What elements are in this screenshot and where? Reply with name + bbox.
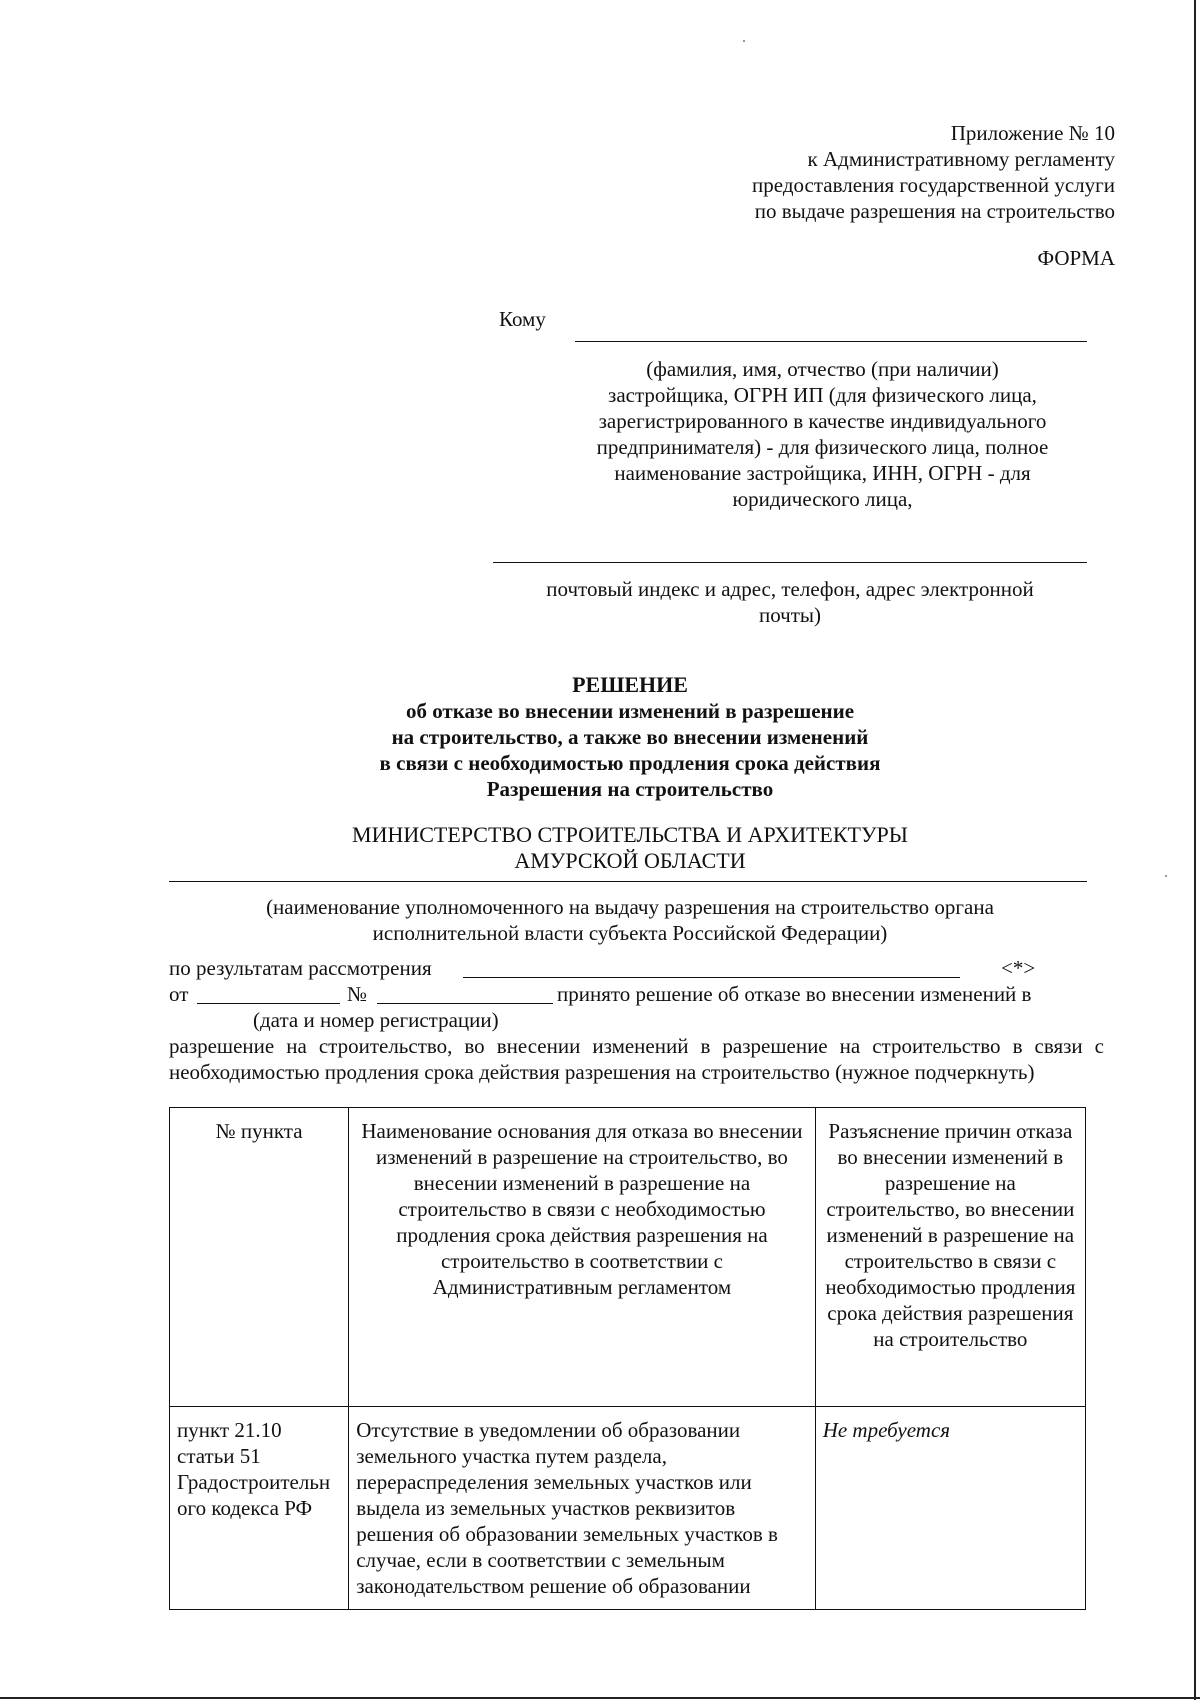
decision-title: РЕШЕНИЕ xyxy=(572,672,688,697)
hint-line: почты) xyxy=(758,603,822,627)
decision-line: об отказе во внесении изменений в разрешение xyxy=(405,699,855,723)
cell-item: пункт 21.10 статьи 51 Градостроительн ого кодекса РФ xyxy=(170,1407,349,1610)
authority-name-line: МИНИСТЕРСТВО СТРОИТЕЛЬСТВА И АРХИТЕКТУРЫ xyxy=(352,822,908,847)
footnote-marker: <*> xyxy=(1001,956,1036,980)
appendix-line: предоставления государственной услуги xyxy=(752,173,1115,197)
scan-border-bottom xyxy=(0,1697,1200,1699)
postal-hint xyxy=(510,576,1070,628)
hint-line: зарегистрированного в качестве индивидуального xyxy=(598,409,1047,433)
date-hint: (дата и номер регистрации) xyxy=(253,1008,499,1032)
hint-line: (фамилия, имя, отчество (при наличии) xyxy=(646,357,999,381)
scan-border-right xyxy=(1194,0,1196,1700)
registration-date-line[interactable] xyxy=(197,1003,340,1004)
scan-speck xyxy=(1165,875,1167,877)
header-item-number: № пункта xyxy=(170,1108,349,1407)
decision-text: принято решение об отказе во внесении изменений в xyxy=(557,982,1032,1006)
review-prefix: по результатам рассмотрения xyxy=(169,956,432,980)
decision-line: в связи с необходимостью продления срока действия xyxy=(379,751,881,775)
appendix-number: Приложение № 10 xyxy=(950,121,1115,145)
decision-paragraph: разрешение на строительство, во внесении изменений в разрешение на строительство в связи с необходимостью продления срока действия разрешения на строительство (нужное подчеркнуть) xyxy=(169,1034,1104,1084)
table-header-row xyxy=(170,1108,1086,1407)
number-label: № xyxy=(347,982,368,1006)
header-explanation: Разъяснение причин отказа во внесении изменений в разрешение на строительство, во внесении изменений в разрешение на строительство в связи с необходимостью продления срока действия разрешения на строительство xyxy=(815,1108,1085,1407)
appendix-line: по выдаче разрешения на строительство xyxy=(754,199,1115,223)
hint-line: юридического лица, xyxy=(732,487,913,511)
hint-line: застройщика, ОГРН ИП (для физического лица, xyxy=(608,383,1037,407)
authority-name-line: АМУРСКОЙ ОБЛАСТИ xyxy=(514,848,746,873)
table-row xyxy=(170,1407,1086,1610)
appendix-line: к Административному регламенту xyxy=(807,147,1115,171)
recipient-name-line[interactable] xyxy=(575,341,1087,342)
hint-line: (наименование уполномоченного на выдачу разрешения на строительство органа xyxy=(266,895,994,919)
decision-line: на строительство, а также во внесении изменений xyxy=(391,725,869,749)
hint-line: наименование застройщика, ИНН, ОГРН - для xyxy=(614,461,1031,485)
registration-number-line[interactable] xyxy=(377,1003,553,1004)
review-subject-line[interactable] xyxy=(463,977,960,978)
scan-speck xyxy=(743,40,745,42)
hint-line: предпринимателя) - для физического лица, полное xyxy=(596,435,1049,459)
hint-line: почтовый индекс и адрес, телефон, адрес электронной xyxy=(546,577,1034,601)
cell-explanation: Не требуется xyxy=(815,1407,1085,1610)
authority-name xyxy=(200,822,1060,874)
appendix-reference xyxy=(752,120,1115,224)
form-label: ФОРМА xyxy=(1037,246,1115,270)
recipient-hint xyxy=(575,356,1070,512)
authority-underline xyxy=(169,881,1087,882)
authority-hint xyxy=(170,894,1090,946)
decision-line: Разрешения на строительство xyxy=(486,777,774,801)
decision-heading xyxy=(250,672,1010,802)
recipient-label: Кому xyxy=(499,307,546,331)
recipient-address-line[interactable] xyxy=(493,562,1087,563)
hint-line: исполнительной власти субъекта Российской Федерации) xyxy=(372,921,888,945)
header-reason: Наименование основания для отказа во внесении изменений в разрешение на строительство, во внесении изменений в разрешение на строительство в связи с необходимостью продления срока действия разрешения на строительство в соответствии с Административным регламентом xyxy=(349,1108,816,1407)
reasons-table xyxy=(169,1107,1086,1610)
date-label: от xyxy=(169,982,189,1006)
cell-reason: Отсутствие в уведомлении об образовании земельного участка путем раздела, перераспределения земельных участков или выдела из земельных участков реквизитов решения об образовании земельных участков в случае, если в соответствии с земельным законодательством решение об образовании xyxy=(349,1407,816,1610)
